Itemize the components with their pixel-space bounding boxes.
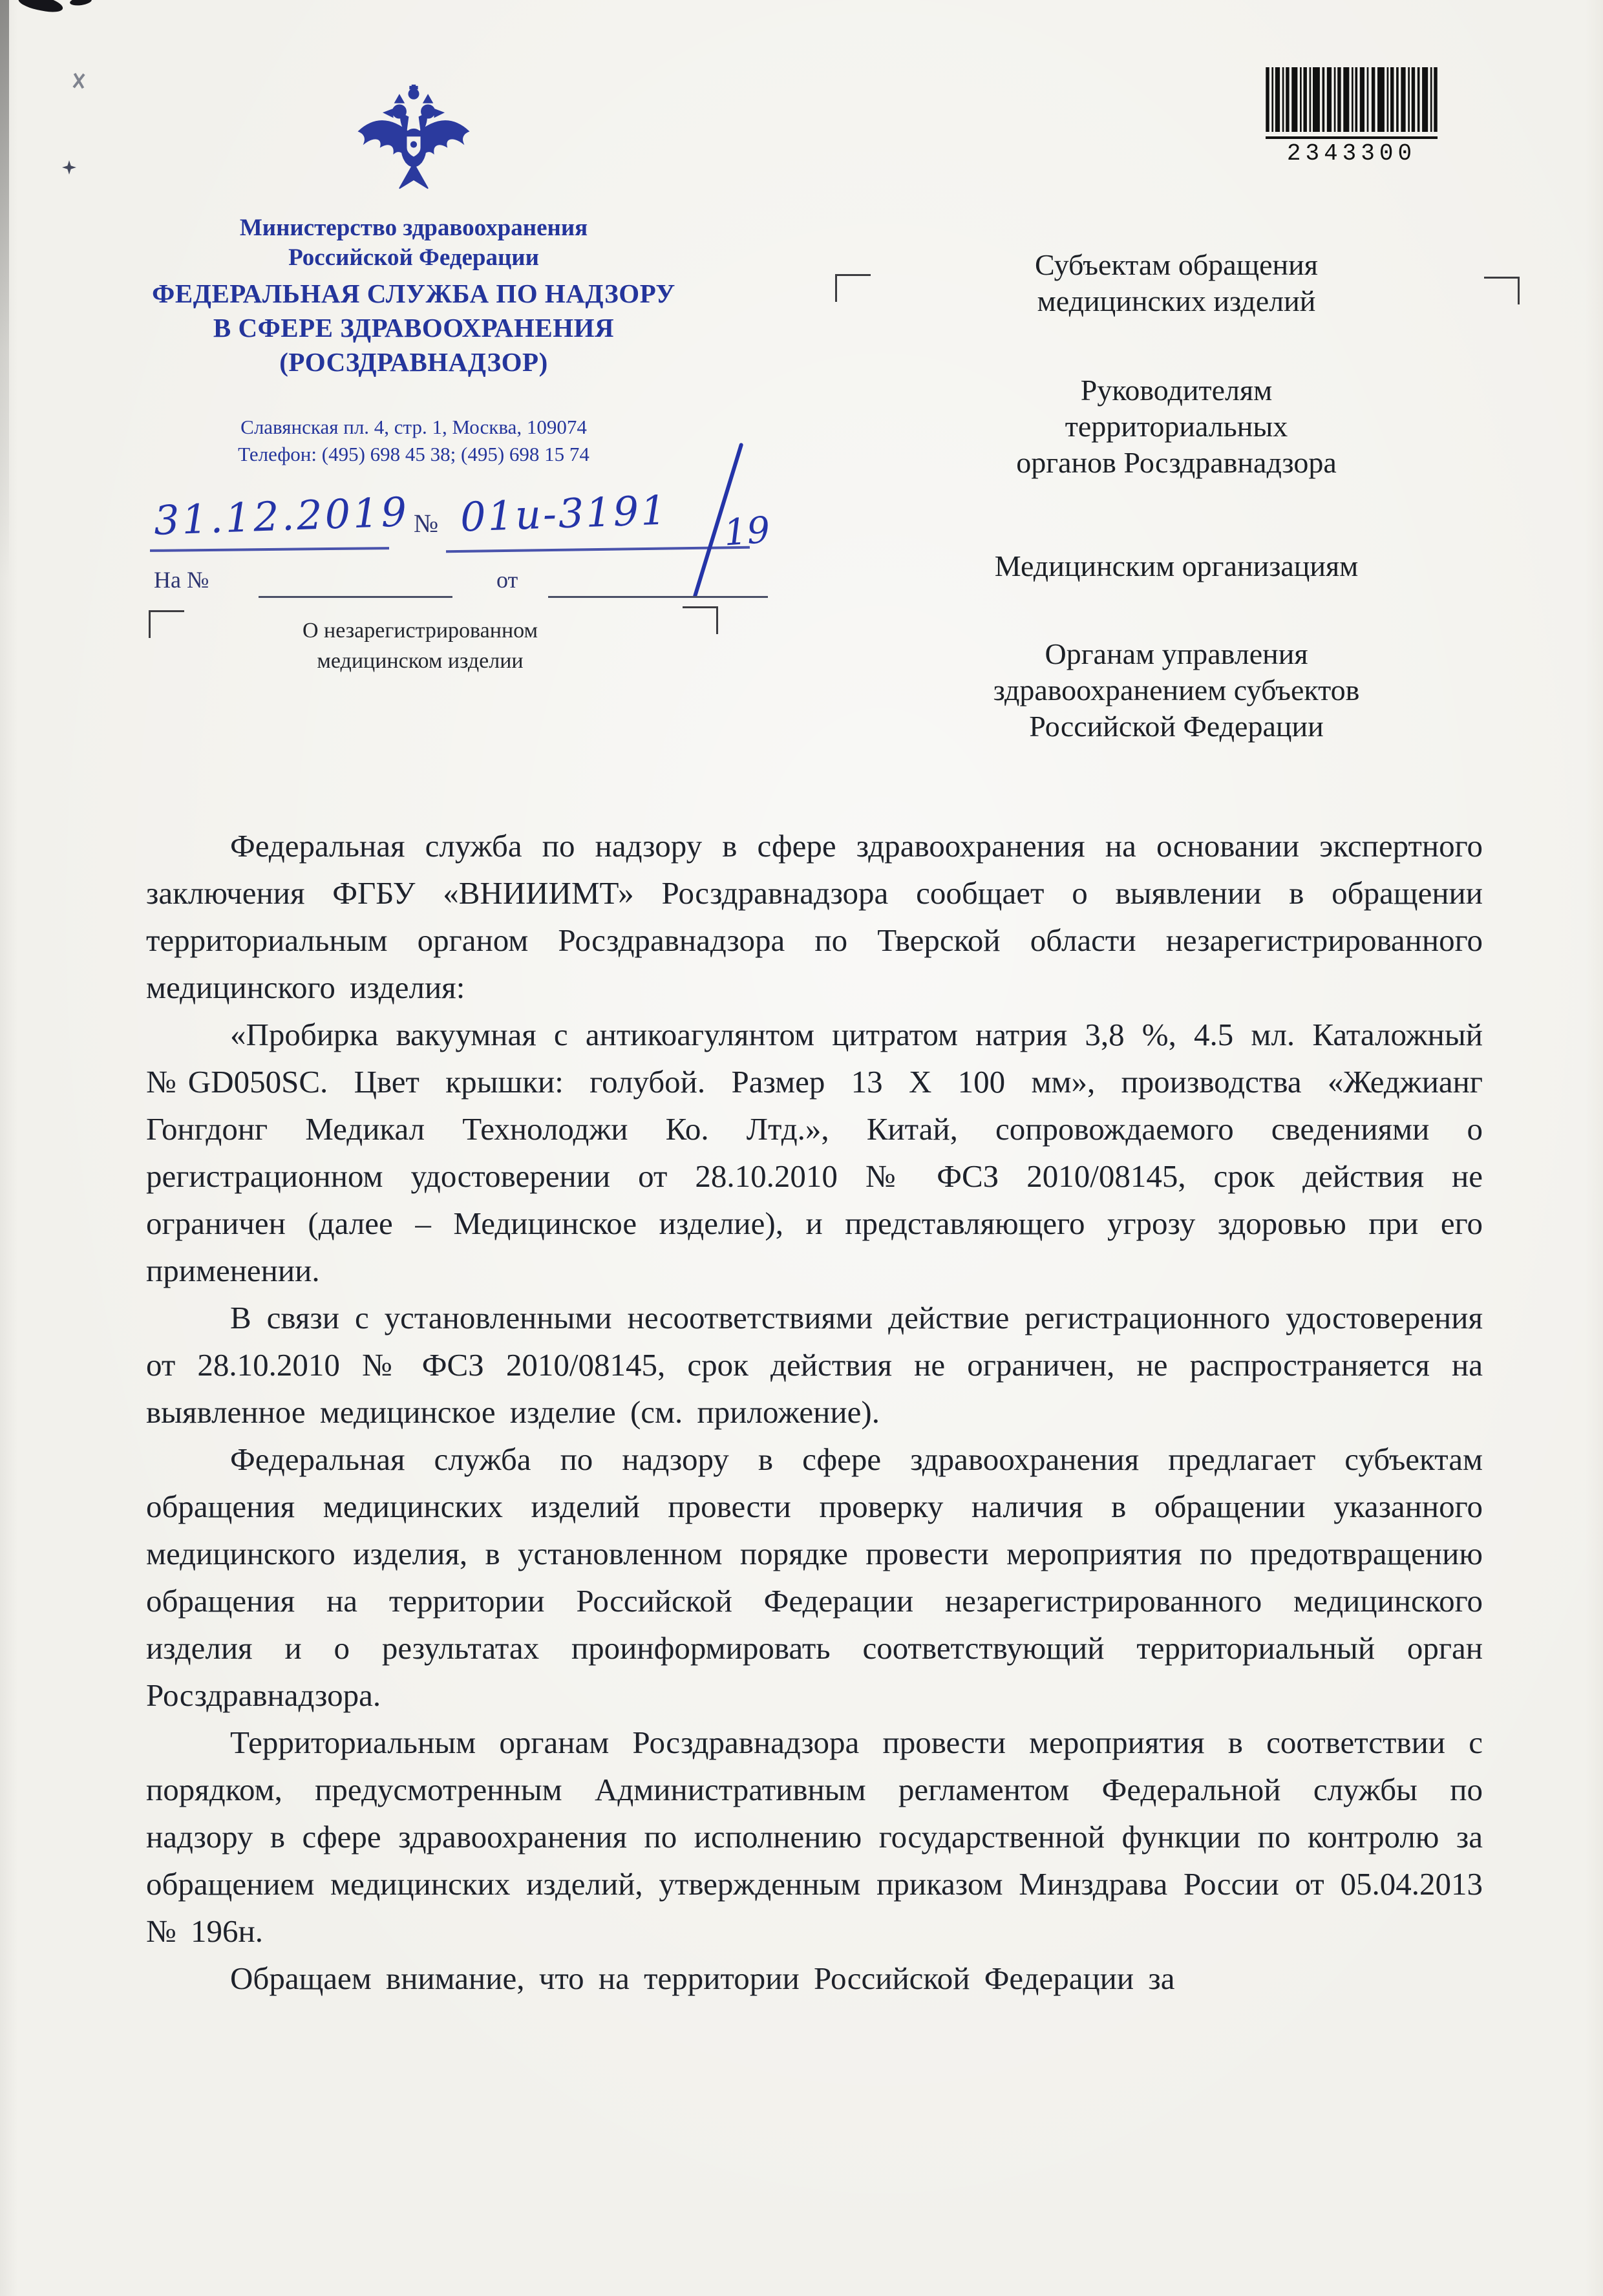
- letter-subject: [194, 615, 646, 676]
- ministry-name: [123, 213, 705, 273]
- letter-body: [146, 822, 1483, 2002]
- coat-of-arms-icon: [348, 72, 480, 228]
- agency-line: (РОСЗДРАВНАДЗОР): [279, 347, 548, 377]
- address-zone-bracket: [835, 274, 871, 302]
- ministry-line: Российской Федерации: [288, 244, 539, 271]
- body-paragraph: В связи с установленными несоответствиями действие регистрационного удостоверения от 28.10.2010 № ФСЗ 2010/08145, срок действия не ограничен, не распространяется на выявленное медицинское изделие (см. приложение).: [146, 1300, 1483, 1430]
- addressee-line: Органам управления: [1045, 637, 1308, 670]
- reply-reference-row: [0, 566, 802, 605]
- addressee-block: [879, 636, 1474, 745]
- number-sign-label: №: [414, 509, 439, 538]
- body-paragraph: «Пробирка вакуумная с антикоагулянтом цитратом натрия 3,8 %, 4.5 мл. Каталожный №GD050SC. Цвет крышки: голубой. Размер 13 Х 100 мм», производства «Жеджианг Гонгдонг Медикал Технолоджи Ко. Лтд.», Китай, сопровождаемого сведениями о регистрационном удостоверении от 28.10.2010 № ФСЗ 2010/08145, срок действия не ограничен (далее – Медицинское изделие), и представляющего угрозу здоровью при его применении.: [146, 1017, 1483, 1288]
- scan-edge-shadow: [0, 0, 9, 582]
- barcode: [1266, 67, 1438, 167]
- addressee-line: здравоохранением субъектов: [993, 674, 1360, 707]
- addressee-line: медицинских изделий: [1037, 284, 1316, 317]
- handwritten-number-suffix: 19: [722, 509, 772, 555]
- blank-form-line: [548, 596, 768, 598]
- agency-phone: Телефон: (495) 698 45 38; (495) 698 15 74: [238, 443, 589, 465]
- addressee-line: Руководителям: [1080, 374, 1273, 407]
- agency-name: [97, 277, 730, 379]
- body-paragraph: Федеральная служба по надзору в сфере здравоохранения предлагает субъектам обращения медицинских изделий провести проверку наличия в обращении указанного медицинского изделия, в установленном порядке провести мероприятия по предотвращению обращения на территории Российской Федерации незарегистрированного медицинского изделия и о результатах проинформировать соответствующий территориальный орган Росздравнадзора.: [146, 1441, 1483, 1713]
- agency-line: ФЕДЕРАЛЬНАЯ СЛУЖБА ПО НАДЗОРУ: [152, 279, 675, 308]
- scan-artifact: [69, 0, 92, 6]
- body-paragraph: Федеральная служба по надзору в сфере здравоохранения на основании экспертного заключения ФГБУ «ВНИИИМТ» Росздравнадзора сообщает о выявлении в обращении территориальным органом Росздравнадзора по Тверской области незарегистрированного медицинского изделия:: [146, 828, 1483, 1005]
- subject-line: О незарегистрированном: [302, 619, 538, 643]
- blank-form-line: [259, 596, 452, 598]
- body-paragraph: Обращаем внимание, что на территории Российской Федерации за: [230, 1961, 1175, 1996]
- subject-zone-bracket: [683, 606, 718, 634]
- reply-date-label: от: [496, 567, 518, 593]
- handwritten-date: 31.12.2019: [153, 488, 410, 544]
- ministry-line: Министерство здравоохранения: [239, 215, 588, 241]
- addressee-block: [879, 372, 1474, 481]
- ink-underline: [446, 546, 750, 553]
- handwritten-outgoing-number: 01и-3191: [459, 486, 669, 541]
- barcode-number: 2343300: [1266, 136, 1438, 167]
- agency-line: В СФЕРЕ ЗДРАВООХРАНЕНИЯ: [213, 313, 615, 343]
- barcode-bars: [1266, 67, 1438, 132]
- subject-line: медицинском изделии: [317, 649, 524, 673]
- addressee-line: Российской Федерации: [1029, 710, 1324, 743]
- addressee-block: [879, 247, 1474, 319]
- address-zone-bracket: [1484, 277, 1520, 304]
- reply-number-label: На №: [154, 567, 209, 593]
- scan-artifact-mark: [70, 72, 87, 89]
- subject-zone-bracket: [149, 610, 184, 638]
- addressee-line: Субъектам обращения: [1035, 248, 1318, 281]
- addressee-line: органов Росздравнадзора: [1016, 446, 1337, 479]
- addressee-line: Медицинским организациям: [994, 549, 1359, 582]
- agency-address: Славянская пл. 4, стр. 1, Москва, 109074: [240, 416, 587, 438]
- addressee-line: территориальных: [1065, 410, 1288, 443]
- scan-artifact-mark: [62, 160, 76, 175]
- scan-artifact: [17, 0, 64, 15]
- body-paragraph: Территориальным органам Росздравнадзора провести мероприятия в соответствии с порядком, предусмотренным Административным регламентом Федеральной службы по надзору в сфере здравоохранения по исполнению государственной функции по контролю за обращением медицинских изделий, утвержденным приказом Минздрава России от 05.04.2013 № 196н.: [146, 1725, 1483, 1949]
- addressee-block: [879, 548, 1474, 584]
- ink-underline: [150, 547, 389, 552]
- agency-contact: [123, 414, 705, 468]
